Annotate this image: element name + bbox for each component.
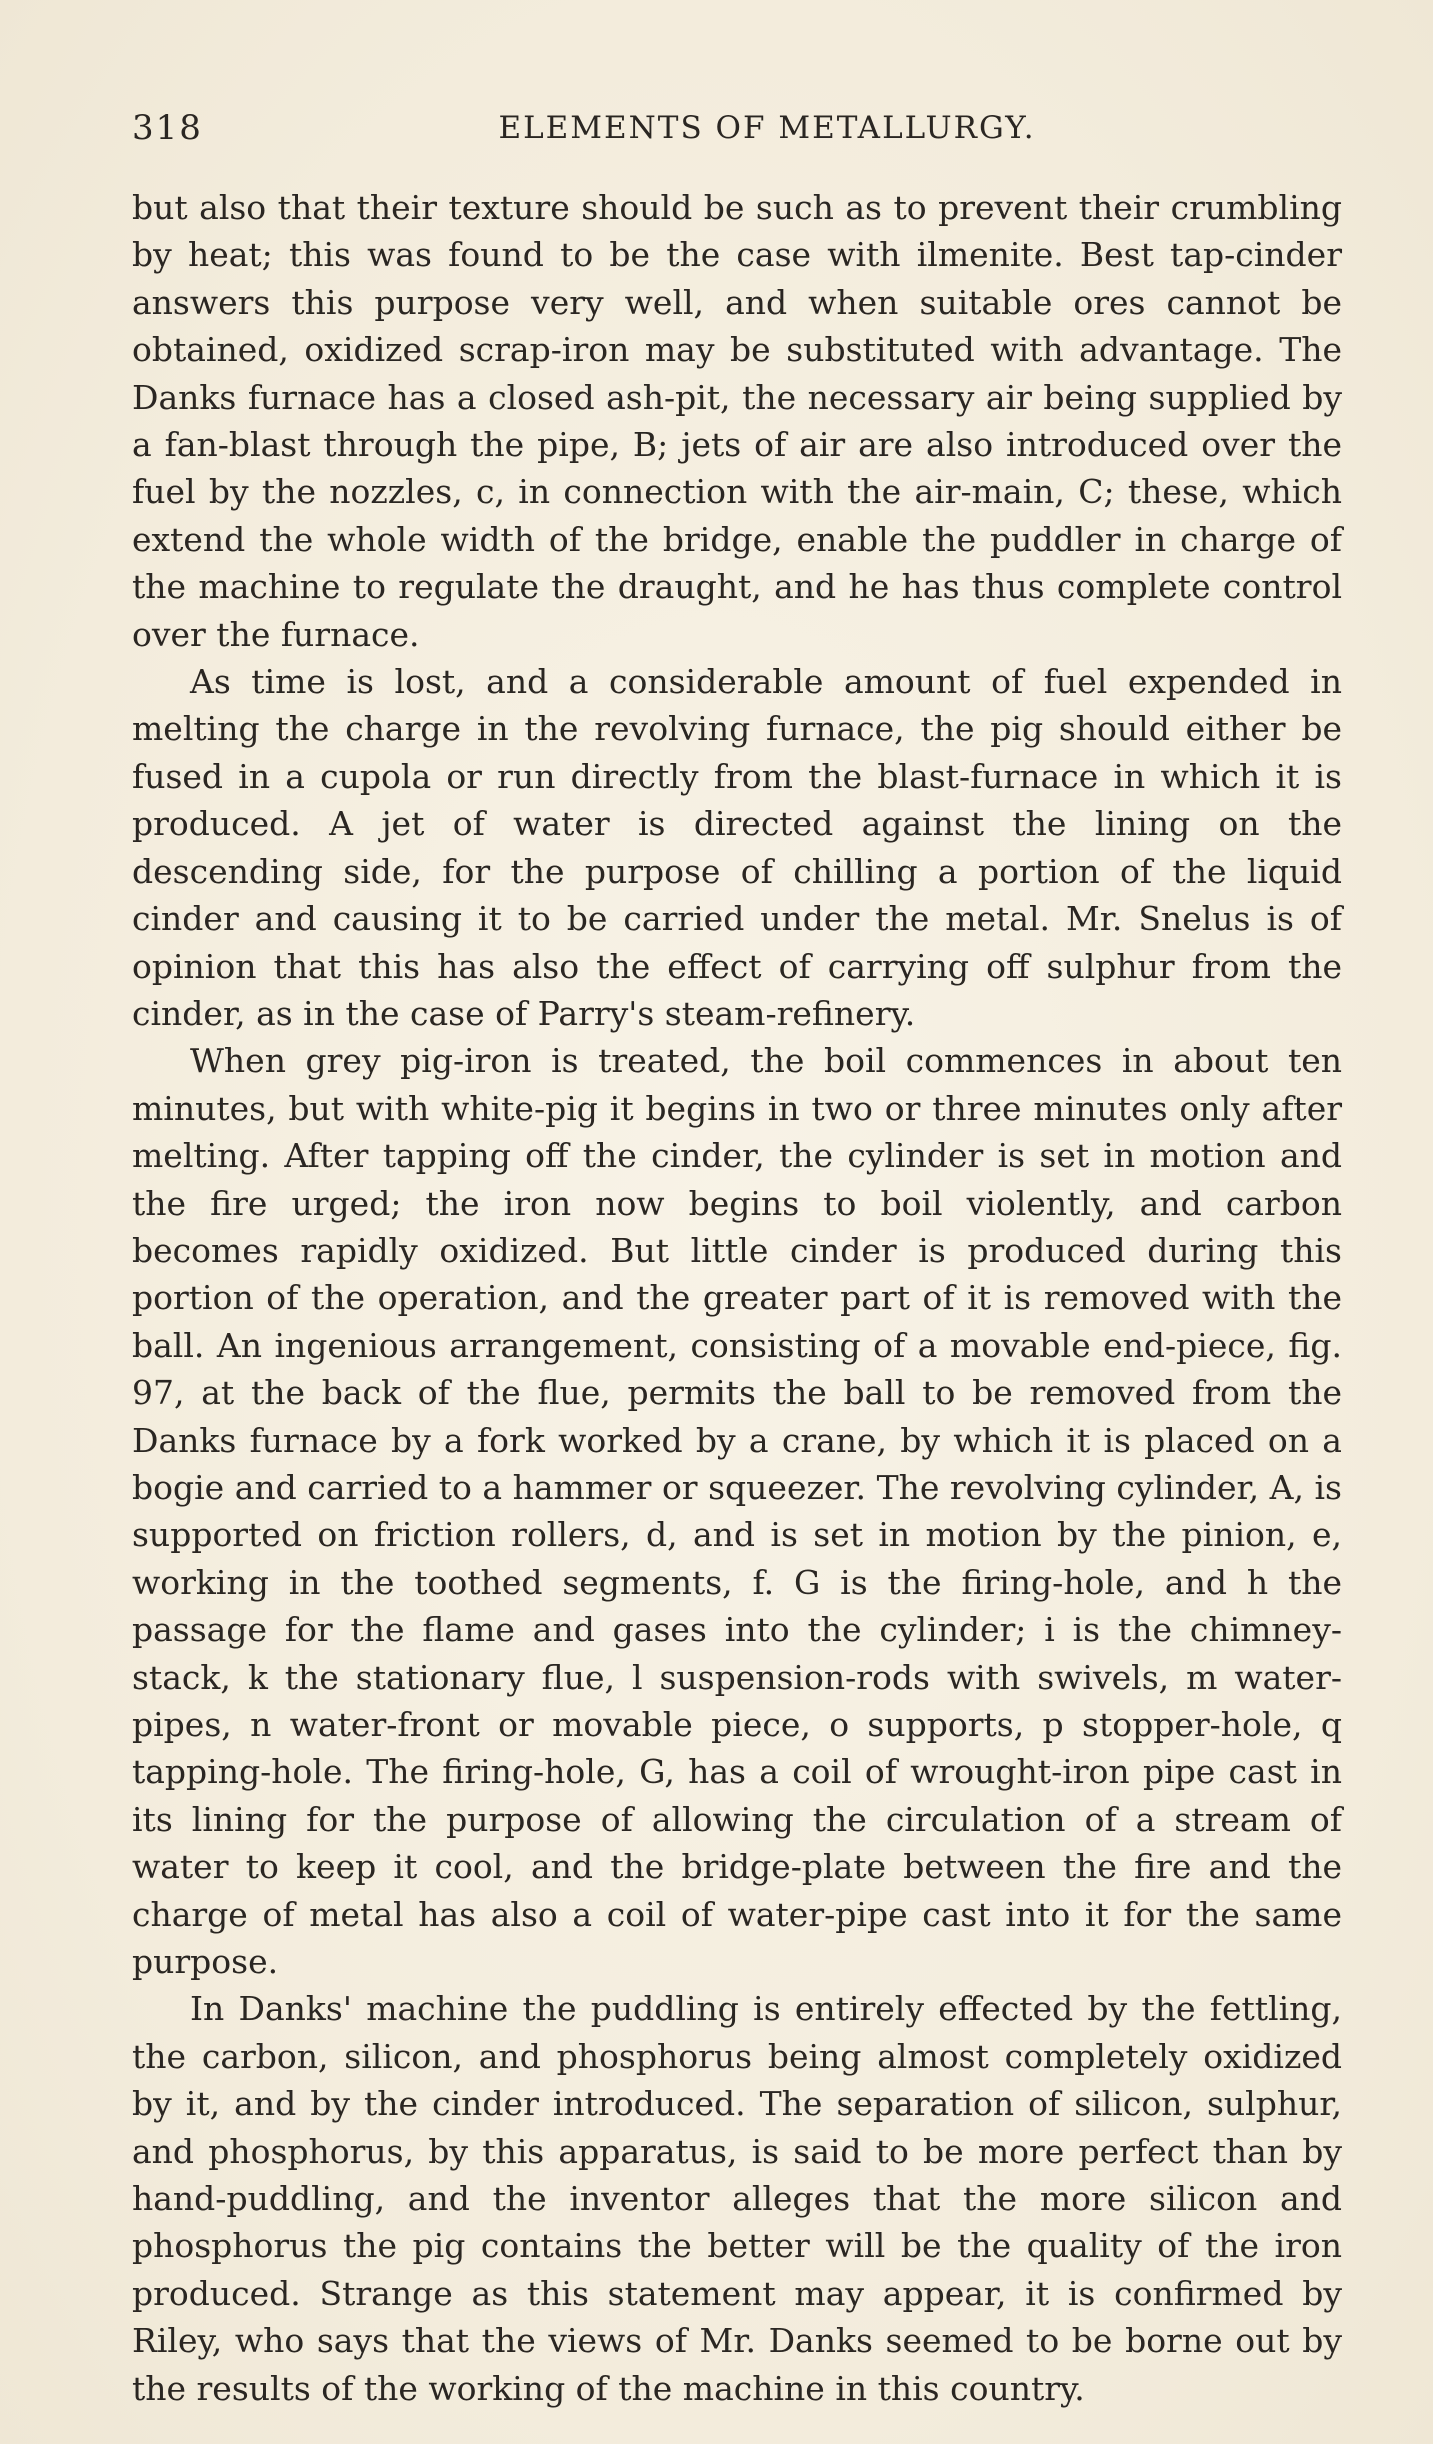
running-title: ELEMENTS OF METALLURGY. [498, 110, 1036, 146]
paragraph-3: When grey pig-iron is treated, the boil commences in about ten minutes, but with white-pig it begins in two or three minutes only after melting. After tapping off the cinder, the cylinder is set in motion and the fire urged; the iron now begins to boil violently, and carbon becomes rapidly oxidized. But little cinder is produced during this portion of the operation, and the greater part of it is removed with the ball. An ingenious arrangement, consisting of a movable end-piece, fig. 97, at the back of the flue, permits the ball to be removed from the Danks furnace by a fork worked by a crane, by which it is placed on a bogie and carried to a hammer or squeezer. The revolving cylinder, A, is supported on friction rollers, d, and is set in motion by the pinion, e, working in the toothed segments, f. G is the firing-hole, and h the passage for the flame and gases into the cylinder; i is the chimney-stack, k the stationary flue, l suspension-rods with swivels, m water-pipes, n water-front or movable piece, o supports, p stopper-hole, q tapping-hole. The firing-hole, G, has a coil of wrought-iron pipe cast in its lining for the purpose of allowing the circulation of a stream of water to keep it cool, and the bridge-plate between the fire and the charge of metal has also a coil of water-pipe cast into it for the same purpose. [132, 1041, 1342, 1982]
paragraph-4: In Danks' machine the puddling is entirely effected by the fettling, the carbon, silicon, and phosphorus being almost completely oxidized by it, and by the cinder introduced. The separation of silicon, sulphur, and phosphorus, by this apparatus, is said to be more perfect than by hand-puddling, and the inventor alleges that the more silicon and phosphorus the pig contains the better will be the quality of the iron produced. Strange as this statement may appear, it is confirmed by Riley, who says that the views of Mr. Danks seemed to be borne out by the results of the working of the machine in this country. [132, 1989, 1342, 2408]
paragraph-1: but also that their texture should be such as to prevent their crumbling by heat; this was found to be the case with ilmenite. Best tap-cinder answers this purpose very well, and when suitable ores cannot be obtained, oxidized scrap-iron may be substituted with advantage. The Danks furnace has a closed ash-pit, the necessary air being supplied by a fan-blast through the pipe, B; jets of air are also introduced over the fuel by the nozzles, c, in connection with the air-main, C; these, which extend the whole width of the bridge, enable the puddler in charge of the machine to regulate the draught, and he has thus complete control over the furnace. [132, 188, 1342, 654]
paragraph-2: As time is lost, and a considerable amount of fuel expended in melting the charge in the revolving furnace, the pig should either be fused in a cupola or run directly from the blast-furnace in which it is produced. A jet of water is directed against the lining on the descending side, for the purpose of chilling a portion of the liquid cinder and causing it to be carried under the metal. Mr. Snelus is of opinion that this has also the effect of carrying off sulphur from the cinder, as in the case of Parry's steam-refinery. [132, 662, 1342, 1033]
running-head [132, 108, 1342, 158]
page-number: 318 [132, 108, 203, 148]
body-text [132, 184, 1342, 2412]
